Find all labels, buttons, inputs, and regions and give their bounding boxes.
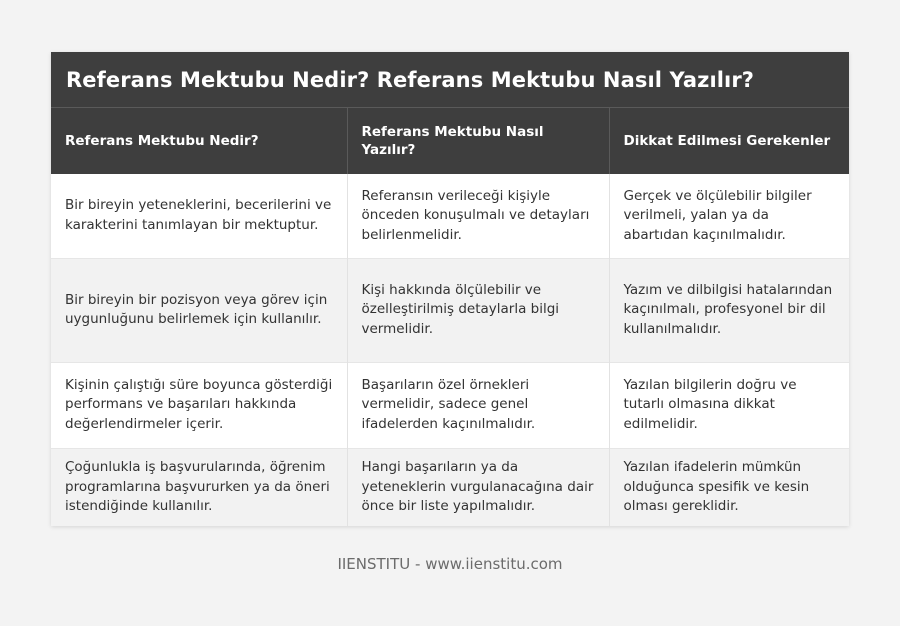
table-cell: Bir bireyin yeteneklerini, becerilerini ve karakterini tanımlayan bir mektuptur. (51, 174, 347, 258)
table-row (51, 174, 849, 258)
table-cell: Referansın verileceği kişiyle önceden konuşulmalı ve detayları belirlenmelidir. (347, 174, 609, 258)
header-row (51, 108, 849, 174)
table-cell: Yazılan bilgilerin doğru ve tutarlı olmasına dikkat edilmelidir. (623, 376, 797, 432)
footer-credit: IIENSTITU - www.iienstitu.com (337, 555, 563, 573)
table-cell: Gerçek ve ölçülebilir bilgiler verilmeli, yalan ya da abartıdan kaçınılmalıdır. (623, 187, 812, 243)
comparison-table (51, 108, 849, 526)
table-row (51, 448, 849, 526)
table-row (51, 362, 849, 448)
column-header-what: Referans Mektubu Nedir? (51, 108, 347, 174)
column-header-how: Referans Mektubu Nasıl Yazılır? (347, 108, 609, 174)
table-cell: Kişi hakkında ölçülebilir ve özelleştirilmiş detaylarla bilgi vermelidir. (347, 258, 609, 362)
table-cell: Yazım ve dilbilgisi hatalarından kaçınılmalı, profesyonel bir dil kullanılmalıdır. (609, 258, 849, 362)
table-row (51, 258, 849, 362)
table-cell: Çoğunlukla iş başvurularında, öğrenim programlarına başvururken ya da öneri istendiğinde kullanılır. (51, 448, 347, 526)
column-header-notes: Dikkat Edilmesi Gerekenler (609, 108, 849, 174)
table-title: Referans Mektubu Nedir? Referans Mektubu Nasıl Yazılır? (51, 52, 849, 108)
table-cell: Kişinin çalıştığı süre boyunca gösterdiği performans ve başarıları hakkında değerlendirmeler içerir. (51, 362, 347, 448)
table-cell: Bir bireyin bir pozisyon veya görev için uygunluğunu belirlemek için kullanılır. (51, 258, 347, 362)
table-cell: Yazılan ifadelerin mümkün olduğunca spesifik ve kesin olması gereklidir. (609, 448, 849, 526)
table-cell: Hangi başarıların ya da yeteneklerin vurgulanacağına dair önce bir liste yapılmalıdır. (347, 448, 609, 526)
content-card (51, 52, 849, 526)
table-cell: Başarıların özel örnekleri vermelidir, sadece genel ifadelerden kaçınılmalıdır. (347, 362, 609, 448)
